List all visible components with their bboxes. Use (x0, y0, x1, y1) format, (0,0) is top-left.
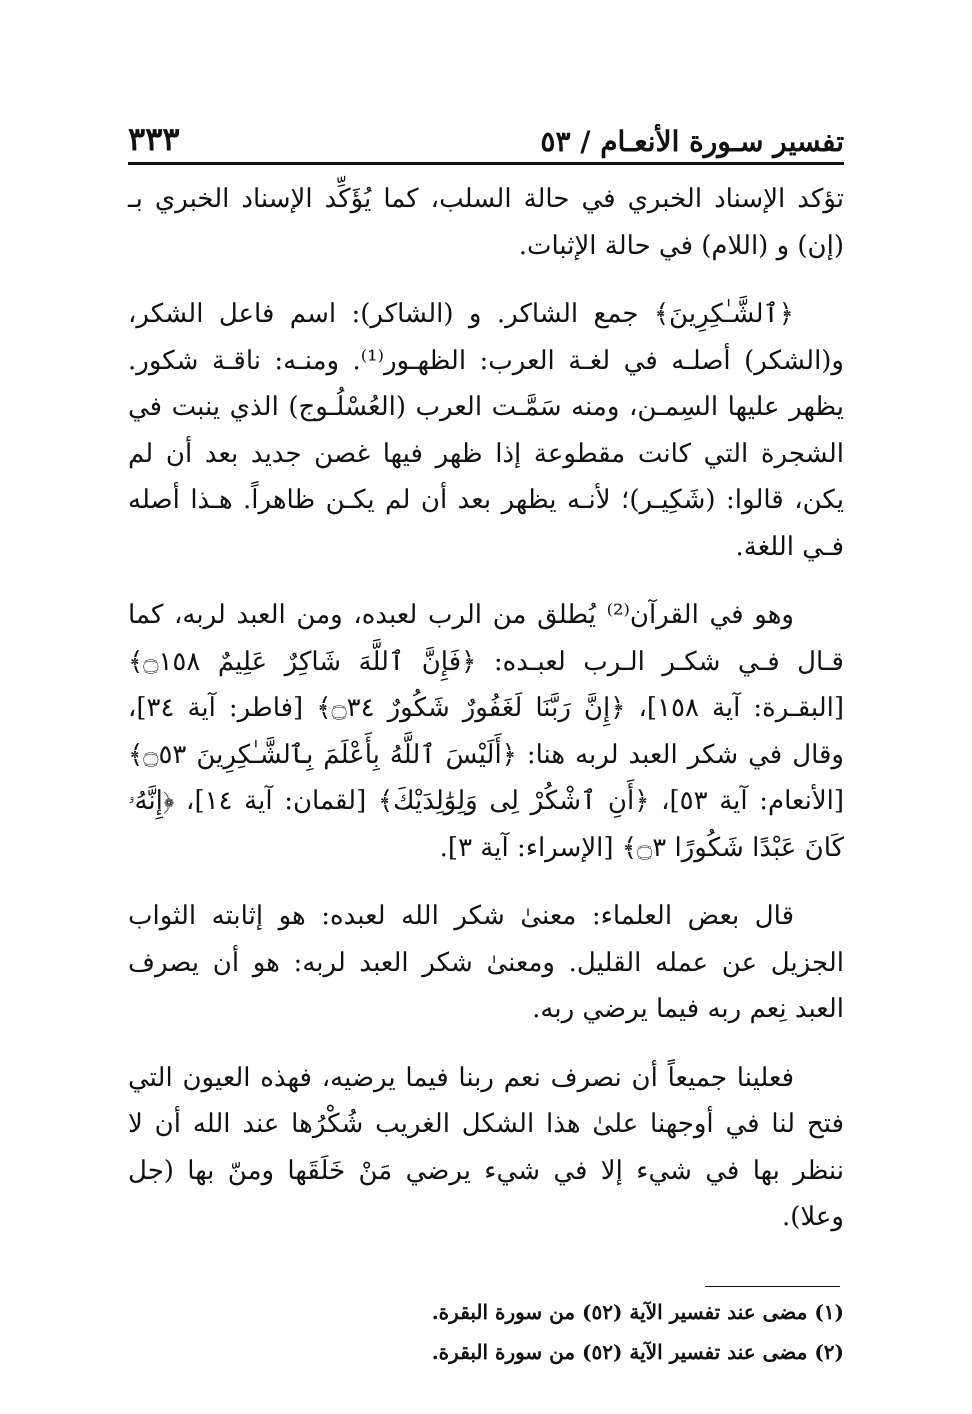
header-rule (128, 162, 844, 165)
footnote-1: (١) مضى عند تفسير الآية (٥٢) من سورة البقرة. (431, 1300, 844, 1324)
paragraph-2: ﴿ٱلشَّـٰكِرِينَ﴾ جمع الشاكر. و (الشاكر): اسم فاعل الشكر، و(الشكر) أصلـه في لغـة العرب: الظهـور⁽¹⁾. ومنـه: ناقـة شكور. يظهر عليها السِمـن، ومنه سَمَّـت العرب (العُسْلُـوج) الذي ينبت في الشجرة التي كانت مقطوعة إذا ظهر فيها غصن جديد بعد أن لم يكن، قالوا: (شَكِيـر)؛ لأنـه يظهر بعد أن لم يكـن ظاهراً. هـذا أصله فـي اللغة. (128, 299, 844, 562)
page-header (128, 108, 844, 158)
paragraph-3: وهو في القرآن⁽²⁾ يُطلق من الرب لعبده، ومن العبد لربه، كما قـال فـي شكـر الـرب لعبـده: ﴿فَإِنَّ ٱللَّهَ شَاكِرٌ عَلِيمٌ ۝١٥٨﴾ [البقـرة: آية ١٥٨]، ﴿إِنَّ رَبَّنَا لَغَفُورٌ شَكُورٌ ۝٣٤﴾ [فاطر: آية ٣٤]، وقال في شكر العبد لربه هنا: ﴿أَلَيْسَ ٱللَّهُ بِأَعْلَمَ بِٱلشَّـٰكِرِينَ ۝٥٣﴾ [الأنعام: آية ٥٣]، ﴿أَنِ ٱشْكُرْ لِى وَلِوَٰلِدَيْكَ﴾ [لقمان: آية ١٤]، ﴿إِنَّهُۥ كَانَ عَبْدًا شَكُورًا ۝٣﴾ [الإسراء: آية ٣]. (128, 600, 845, 863)
paragraph-4: قال بعض العلماء: معنىٰ شكر الله لعبده: هو إثابته الثواب الجزيل عن عمله القليل. ومعنىٰ شكر العبد لربه: هو أن يصرف العبد نِعم ربه فيما يرضي ربه. (128, 901, 844, 1024)
main-text (128, 176, 844, 1263)
paragraph-1: تؤكد الإسناد الخبري في حالة السلب، كما يُؤَكِّد الإسناد الخبري بـ (إن) و (اللام) في حالة الإثبات. (128, 184, 844, 261)
paragraph-5: فعلينا جميعاً أن نصرف نعم ربنا فيما يرضيه، فهذه العيون التي فتح لنا في أوجهنا علىٰ هذا الشكل الغريب شُكْرُها عند الله أن لا ننظر بها في شيء إلا في شيء يرضي مَنْ خَلَقَها ومنّ بها (جل وعلا). (128, 1062, 844, 1232)
footnotes (128, 1292, 844, 1372)
footnote-rule (705, 1286, 840, 1287)
page-number: ٣٣٣ (128, 120, 180, 158)
footnote-2: (٢) مضى عند تفسير الآية (٥٢) من سورة البقرة. (431, 1340, 844, 1364)
running-title: تفسير سـورة الأنعـام / ٥٣ (540, 125, 844, 158)
